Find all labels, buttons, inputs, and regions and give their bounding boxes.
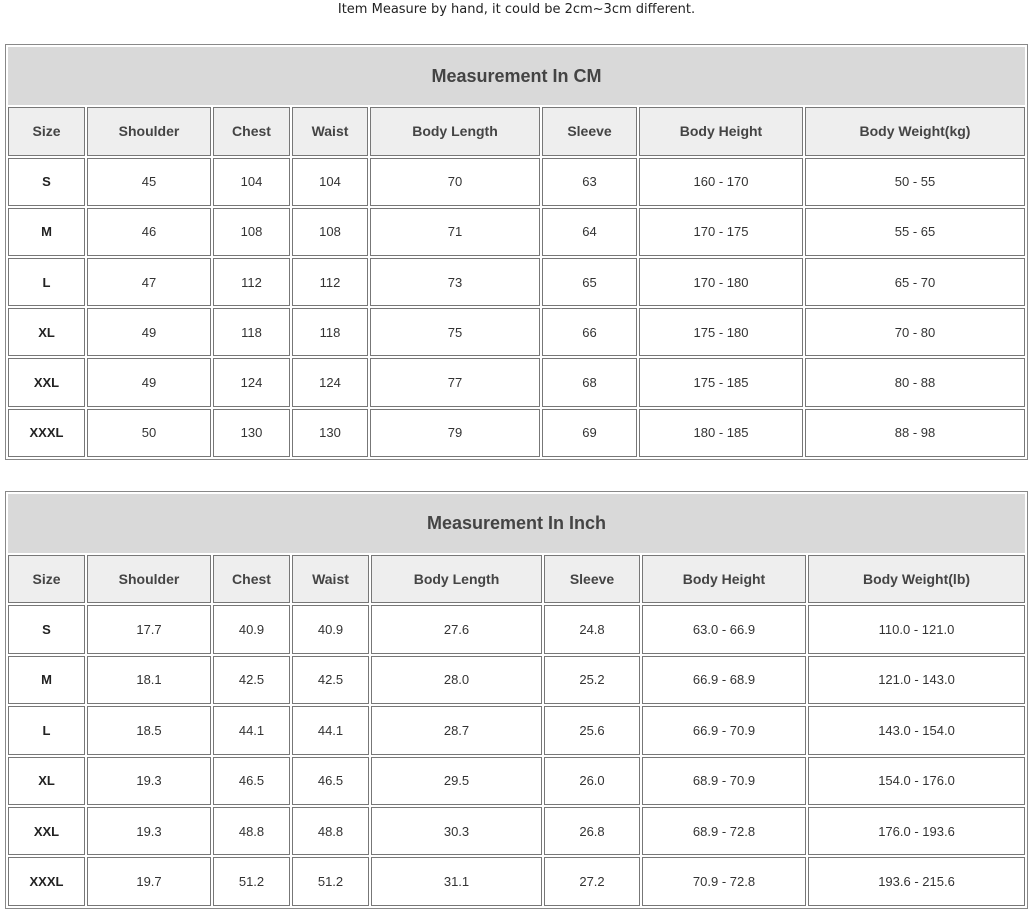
- table-cell: 160 - 170: [639, 158, 803, 206]
- table-cell: 26.0: [544, 757, 640, 805]
- table-cell: 71: [370, 208, 540, 256]
- table-cell: 40.9: [292, 605, 369, 653]
- table-title: Measurement In CM: [8, 47, 1025, 105]
- table-row: [8, 258, 1025, 306]
- table-cell: 175 - 185: [639, 358, 803, 406]
- cm-size-table: [5, 44, 1028, 460]
- table-cell: 193.6 - 215.6: [808, 857, 1025, 906]
- table-cell: 180 - 185: [639, 409, 803, 457]
- table-row: [8, 757, 1025, 805]
- table-cell: 49: [87, 358, 211, 406]
- table-row: [8, 706, 1025, 754]
- column-header: Body Weight(kg): [805, 107, 1025, 155]
- size-cell: XXXL: [8, 409, 85, 457]
- column-header: Size: [8, 107, 85, 155]
- table-cell: 50: [87, 409, 211, 457]
- column-header: Sleeve: [544, 555, 640, 603]
- table-cell: 75: [370, 308, 540, 356]
- size-cell: XL: [8, 757, 85, 805]
- table-cell: 70 - 80: [805, 308, 1025, 356]
- size-cell: XL: [8, 308, 85, 356]
- table-row: [8, 358, 1025, 406]
- column-header: Chest: [213, 107, 290, 155]
- table-row: [8, 409, 1025, 457]
- column-header: Size: [8, 555, 85, 603]
- table-cell: 176.0 - 193.6: [808, 807, 1025, 855]
- size-cell: L: [8, 706, 85, 754]
- table-cell: 55 - 65: [805, 208, 1025, 256]
- column-header: Body Height: [642, 555, 806, 603]
- table-cell: 48.8: [213, 807, 290, 855]
- table-cell: 48.8: [292, 807, 369, 855]
- header-row: [8, 555, 1025, 603]
- table-cell: 63: [542, 158, 637, 206]
- table-cell: 51.2: [292, 857, 369, 906]
- table-cell: 63.0 - 66.9: [642, 605, 806, 653]
- table-cell: 108: [292, 208, 368, 256]
- table-cell: 18.5: [87, 706, 211, 754]
- table-cell: 44.1: [292, 706, 369, 754]
- table-cell: 51.2: [213, 857, 290, 906]
- table-row: [8, 308, 1025, 356]
- table-cell: 88 - 98: [805, 409, 1025, 457]
- size-cell: M: [8, 208, 85, 256]
- table-cell: 104: [292, 158, 368, 206]
- table-cell: 27.2: [544, 857, 640, 906]
- column-header: Waist: [292, 107, 368, 155]
- table-cell: 65: [542, 258, 637, 306]
- table-row: [8, 857, 1025, 906]
- column-header: Sleeve: [542, 107, 637, 155]
- size-cell: XXXL: [8, 857, 85, 906]
- table-title: Measurement In Inch: [8, 494, 1025, 553]
- table-cell: 19.7: [87, 857, 211, 906]
- table-cell: 77: [370, 358, 540, 406]
- table-cell: 73: [370, 258, 540, 306]
- table-row: [8, 656, 1025, 704]
- table-cell: 49: [87, 308, 211, 356]
- table-cell: 28.7: [371, 706, 542, 754]
- table-cell: 66.9 - 70.9: [642, 706, 806, 754]
- column-header: Body Height: [639, 107, 803, 155]
- table-cell: 29.5: [371, 757, 542, 805]
- table-row: [8, 158, 1025, 206]
- table-cell: 25.6: [544, 706, 640, 754]
- table-cell: 112: [292, 258, 368, 306]
- table-cell: 154.0 - 176.0: [808, 757, 1025, 805]
- column-header: Waist: [292, 555, 369, 603]
- table-cell: 66.9 - 68.9: [642, 656, 806, 704]
- table-cell: 68.9 - 72.8: [642, 807, 806, 855]
- inch-size-table: [5, 491, 1028, 909]
- table-cell: 47: [87, 258, 211, 306]
- table-cell: 143.0 - 154.0: [808, 706, 1025, 754]
- table-cell: 68.9 - 70.9: [642, 757, 806, 805]
- table-cell: 44.1: [213, 706, 290, 754]
- table-cell: 27.6: [371, 605, 542, 653]
- column-header: Chest: [213, 555, 290, 603]
- table-cell: 25.2: [544, 656, 640, 704]
- table-cell: 104: [213, 158, 290, 206]
- size-cell: S: [8, 158, 85, 206]
- table-cell: 46.5: [292, 757, 369, 805]
- table-cell: 112: [213, 258, 290, 306]
- table-cell: 31.1: [371, 857, 542, 906]
- table-cell: 17.7: [87, 605, 211, 653]
- table-cell: 170 - 175: [639, 208, 803, 256]
- table-cell: 130: [292, 409, 368, 457]
- size-cell: L: [8, 258, 85, 306]
- table-cell: 79: [370, 409, 540, 457]
- table-cell: 124: [213, 358, 290, 406]
- table-cell: 42.5: [292, 656, 369, 704]
- table-cell: 26.8: [544, 807, 640, 855]
- table-cell: 64: [542, 208, 637, 256]
- table-cell: 65 - 70: [805, 258, 1025, 306]
- size-cell: XXL: [8, 358, 85, 406]
- column-header: Body Length: [370, 107, 540, 155]
- column-header: Shoulder: [87, 107, 211, 155]
- table-cell: 19.3: [87, 807, 211, 855]
- table-row: [8, 807, 1025, 855]
- table-cell: 69: [542, 409, 637, 457]
- table-cell: 28.0: [371, 656, 542, 704]
- table-cell: 46: [87, 208, 211, 256]
- table-cell: 130: [213, 409, 290, 457]
- table-cell: 118: [213, 308, 290, 356]
- column-header: Body Length: [371, 555, 542, 603]
- table-cell: 66: [542, 308, 637, 356]
- table-row: [8, 605, 1025, 653]
- column-header: Body Weight(lb): [808, 555, 1025, 603]
- table-cell: 70.9 - 72.8: [642, 857, 806, 906]
- table-cell: 50 - 55: [805, 158, 1025, 206]
- table-cell: 175 - 180: [639, 308, 803, 356]
- size-cell: XXL: [8, 807, 85, 855]
- table-cell: 18.1: [87, 656, 211, 704]
- table-row: [8, 208, 1025, 256]
- table-cell: 110.0 - 121.0: [808, 605, 1025, 653]
- table-cell: 170 - 180: [639, 258, 803, 306]
- table-cell: 121.0 - 143.0: [808, 656, 1025, 704]
- header-row: [8, 107, 1025, 155]
- table-cell: 45: [87, 158, 211, 206]
- table-cell: 46.5: [213, 757, 290, 805]
- measure-note: Item Measure by hand, it could be 2cm~3cm different.: [337, 2, 696, 17]
- table-cell: 124: [292, 358, 368, 406]
- table-cell: 42.5: [213, 656, 290, 704]
- column-header: Shoulder: [87, 555, 211, 603]
- table-cell: 118: [292, 308, 368, 356]
- table-cell: 68: [542, 358, 637, 406]
- table-cell: 40.9: [213, 605, 290, 653]
- table-cell: 70: [370, 158, 540, 206]
- size-cell: S: [8, 605, 85, 653]
- table-cell: 24.8: [544, 605, 640, 653]
- table-cell: 108: [213, 208, 290, 256]
- table-cell: 19.3: [87, 757, 211, 805]
- table-cell: 30.3: [371, 807, 542, 855]
- table-cell: 80 - 88: [805, 358, 1025, 406]
- size-cell: M: [8, 656, 85, 704]
